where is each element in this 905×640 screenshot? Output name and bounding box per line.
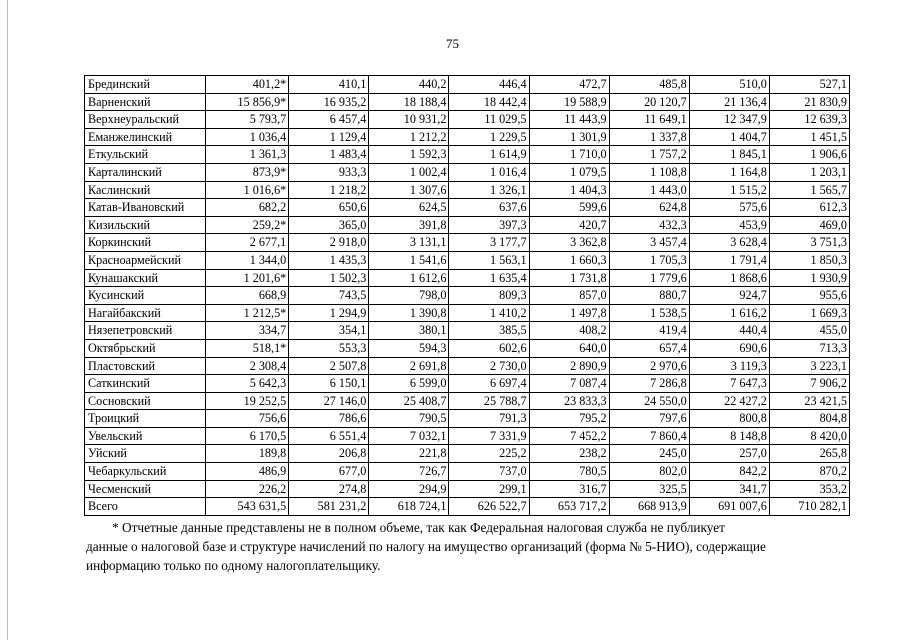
table-row [85, 357, 850, 375]
value-cell: 1 404,7 [689, 128, 769, 146]
district-name-cell: Саткинский [85, 375, 206, 393]
value-cell: 602,6 [449, 339, 529, 357]
value-cell: 3 751,3 [769, 234, 849, 252]
value-cell: 10 931,2 [369, 111, 449, 129]
value-cell: 25 788,7 [449, 392, 529, 410]
value-cell: 7 087,4 [529, 375, 609, 393]
value-cell: 1 757,2 [609, 146, 689, 164]
value-cell: 1 404,3 [529, 181, 609, 199]
value-cell: 668,9 [206, 287, 289, 305]
district-name-cell: Нагайбакский [85, 304, 206, 322]
value-cell: 809,3 [449, 287, 529, 305]
value-cell: 1 497,8 [529, 304, 609, 322]
value-cell: 1 451,5 [769, 128, 849, 146]
value-cell: 274,8 [289, 480, 369, 498]
value-cell: 257,0 [689, 445, 769, 463]
value-cell: 11 029,5 [449, 111, 529, 129]
value-cell: 1 731,8 [529, 269, 609, 287]
value-cell: 527,1 [769, 76, 849, 94]
value-cell: 11 443,9 [529, 111, 609, 129]
value-cell: 420,7 [529, 216, 609, 234]
value-cell: 668 913,9 [609, 498, 689, 516]
table-row [85, 463, 850, 481]
value-cell: 259,2* [206, 216, 289, 234]
value-cell: 1 435,3 [289, 251, 369, 269]
value-cell: 726,7 [369, 463, 449, 481]
value-cell: 5 642,3 [206, 375, 289, 393]
value-cell: 19 252,5 [206, 392, 289, 410]
value-cell: 3 628,4 [689, 234, 769, 252]
district-name-cell: Каслинский [85, 181, 206, 199]
value-cell: 1 669,3 [769, 304, 849, 322]
table-row [85, 199, 850, 217]
value-cell: 1 515,2 [689, 181, 769, 199]
value-cell: 594,3 [369, 339, 449, 357]
value-cell: 325,5 [609, 480, 689, 498]
value-cell: 440,2 [369, 76, 449, 94]
value-cell: 8 420,0 [769, 427, 849, 445]
value-cell: 737,0 [449, 463, 529, 481]
value-cell: 510,0 [689, 76, 769, 94]
value-cell: 1 002,4 [369, 163, 449, 181]
value-cell: 1 592,3 [369, 146, 449, 164]
value-cell: 1 410,2 [449, 304, 529, 322]
value-cell: 226,2 [206, 480, 289, 498]
value-cell: 12 639,3 [769, 111, 849, 129]
value-cell: 7 331,9 [449, 427, 529, 445]
value-cell: 3 177,7 [449, 234, 529, 252]
value-cell: 880,7 [609, 287, 689, 305]
district-name-cell: Чебаркульский [85, 463, 206, 481]
value-cell: 682,2 [206, 199, 289, 217]
value-cell: 7 032,1 [369, 427, 449, 445]
value-cell: 365,0 [289, 216, 369, 234]
value-cell: 690,6 [689, 339, 769, 357]
value-cell: 2 730,0 [449, 357, 529, 375]
district-name-cell: Уйский [85, 445, 206, 463]
value-cell: 1 565,7 [769, 181, 849, 199]
value-cell: 18 442,4 [449, 93, 529, 111]
value-cell: 1 538,5 [609, 304, 689, 322]
value-cell: 12 347,9 [689, 111, 769, 129]
value-cell: 6 599,0 [369, 375, 449, 393]
table-row [85, 287, 850, 305]
footnote-line-2: данные о налоговой базе и структуре начислений по налогу на имущество организаций (форма № 5-НИО), содержащие [86, 539, 766, 554]
value-cell: 873,9* [206, 163, 289, 181]
value-cell: 1 108,8 [609, 163, 689, 181]
value-cell: 440,4 [689, 322, 769, 340]
value-cell: 1 326,1 [449, 181, 529, 199]
value-cell: 1 541,6 [369, 251, 449, 269]
value-cell: 637,6 [449, 199, 529, 217]
value-cell: 1 164,8 [689, 163, 769, 181]
value-cell: 23 833,3 [529, 392, 609, 410]
value-cell: 1 203,1 [769, 163, 849, 181]
page-edge-line [7, 0, 8, 640]
value-cell: 553,3 [289, 339, 369, 357]
value-cell: 24 550,0 [609, 392, 689, 410]
value-cell: 16 935,2 [289, 93, 369, 111]
value-cell: 857,0 [529, 287, 609, 305]
value-cell: 1 443,0 [609, 181, 689, 199]
data-table [84, 75, 850, 516]
table-row [85, 146, 850, 164]
value-cell: 6 697,4 [449, 375, 529, 393]
table-row [85, 269, 850, 287]
value-cell: 7 906,2 [769, 375, 849, 393]
district-name-cell: Чесменский [85, 480, 206, 498]
value-cell: 5 793,7 [206, 111, 289, 129]
value-cell: 581 231,2 [289, 498, 369, 516]
value-cell: 2 691,8 [369, 357, 449, 375]
value-cell: 2 677,1 [206, 234, 289, 252]
value-cell: 691 007,6 [689, 498, 769, 516]
value-cell: 786,6 [289, 410, 369, 428]
district-name-cell: Увельский [85, 427, 206, 445]
value-cell: 1 016,4 [449, 163, 529, 181]
table-row [85, 322, 850, 340]
table-row [85, 234, 850, 252]
value-cell: 6 457,4 [289, 111, 369, 129]
table-body [85, 76, 850, 516]
value-cell: 19 588,9 [529, 93, 609, 111]
value-cell: 408,2 [529, 322, 609, 340]
value-cell: 397,3 [449, 216, 529, 234]
value-cell: 518,1* [206, 339, 289, 357]
table-row [85, 163, 850, 181]
value-cell: 8 148,8 [689, 427, 769, 445]
value-cell: 657,4 [609, 339, 689, 357]
value-cell: 756,6 [206, 410, 289, 428]
value-cell: 245,0 [609, 445, 689, 463]
district-name-cell: Верхнеуральский [85, 111, 206, 129]
value-cell: 842,2 [689, 463, 769, 481]
value-cell: 353,2 [769, 480, 849, 498]
footnote [86, 518, 850, 575]
table-row [85, 445, 850, 463]
value-cell: 15 856,9* [206, 93, 289, 111]
value-cell: 410,1 [289, 76, 369, 94]
value-cell: 22 427,2 [689, 392, 769, 410]
table-row [85, 111, 850, 129]
value-cell: 432,3 [609, 216, 689, 234]
table-row [85, 93, 850, 111]
value-cell: 25 408,7 [369, 392, 449, 410]
value-cell: 795,2 [529, 410, 609, 428]
value-cell: 1 710,0 [529, 146, 609, 164]
value-cell: 11 649,1 [609, 111, 689, 129]
district-name-cell: Сосновский [85, 392, 206, 410]
value-cell: 265,8 [769, 445, 849, 463]
value-cell: 3 223,1 [769, 357, 849, 375]
value-cell: 1 660,3 [529, 251, 609, 269]
value-cell: 1 212,5* [206, 304, 289, 322]
value-cell: 1 337,8 [609, 128, 689, 146]
value-cell: 677,0 [289, 463, 369, 481]
footnote-line-3: информацию только по одному налогоплательщику. [86, 558, 381, 573]
value-cell: 1 129,4 [289, 128, 369, 146]
value-cell: 1 307,6 [369, 181, 449, 199]
value-cell: 1 635,4 [449, 269, 529, 287]
value-cell: 1 294,9 [289, 304, 369, 322]
value-cell: 486,9 [206, 463, 289, 481]
page-number: 75 [446, 36, 459, 51]
value-cell: 1 614,9 [449, 146, 529, 164]
value-cell: 446,4 [449, 76, 529, 94]
footnote-line-1: * Отчетные данные представлены не в полном объеме, так как Федеральная налоговая служба не публикует [112, 520, 725, 535]
value-cell: 472,7 [529, 76, 609, 94]
value-cell: 341,7 [689, 480, 769, 498]
table-row [85, 128, 850, 146]
value-cell: 1 563,1 [449, 251, 529, 269]
value-cell: 1 301,9 [529, 128, 609, 146]
value-cell: 2 308,4 [206, 357, 289, 375]
value-cell: 3 457,4 [609, 234, 689, 252]
value-cell: 453,9 [689, 216, 769, 234]
value-cell: 1 906,6 [769, 146, 849, 164]
value-cell: 1 845,1 [689, 146, 769, 164]
value-cell: 1 361,3 [206, 146, 289, 164]
district-name-cell: Еманжелинский [85, 128, 206, 146]
value-cell: 1 344,0 [206, 251, 289, 269]
value-cell: 485,8 [609, 76, 689, 94]
value-cell: 612,3 [769, 199, 849, 217]
value-cell: 780,5 [529, 463, 609, 481]
value-cell: 800,8 [689, 410, 769, 428]
value-cell: 575,6 [689, 199, 769, 217]
value-cell: 385,5 [449, 322, 529, 340]
value-cell: 1 850,3 [769, 251, 849, 269]
value-cell: 20 120,7 [609, 93, 689, 111]
value-cell: 401,2* [206, 76, 289, 94]
value-cell: 1 229,5 [449, 128, 529, 146]
value-cell: 6 170,5 [206, 427, 289, 445]
value-cell: 653 717,2 [529, 498, 609, 516]
value-cell: 3 119,3 [689, 357, 769, 375]
value-cell: 3 362,8 [529, 234, 609, 252]
district-name-cell: Троицкий [85, 410, 206, 428]
value-cell: 543 631,5 [206, 498, 289, 516]
value-cell: 225,2 [449, 445, 529, 463]
value-cell: 6 551,4 [289, 427, 369, 445]
value-cell: 624,8 [609, 199, 689, 217]
district-name-cell: Красноармейский [85, 251, 206, 269]
value-cell: 354,1 [289, 322, 369, 340]
table-row [85, 216, 850, 234]
value-cell: 1 483,4 [289, 146, 369, 164]
value-cell: 334,7 [206, 322, 289, 340]
table-row [85, 375, 850, 393]
district-name-cell: Брединский [85, 76, 206, 94]
table-row [85, 480, 850, 498]
value-cell: 791,3 [449, 410, 529, 428]
value-cell: 206,8 [289, 445, 369, 463]
value-cell: 455,0 [769, 322, 849, 340]
table-row [85, 498, 850, 516]
value-cell: 650,6 [289, 199, 369, 217]
value-cell: 21 830,9 [769, 93, 849, 111]
value-cell: 1 218,2 [289, 181, 369, 199]
value-cell: 391,8 [369, 216, 449, 234]
value-cell: 933,3 [289, 163, 369, 181]
value-cell: 6 150,1 [289, 375, 369, 393]
value-cell: 3 131,1 [369, 234, 449, 252]
value-cell: 1 705,3 [609, 251, 689, 269]
value-cell: 21 136,4 [689, 93, 769, 111]
value-cell: 238,2 [529, 445, 609, 463]
value-cell: 743,5 [289, 287, 369, 305]
value-cell: 924,7 [689, 287, 769, 305]
value-cell: 419,4 [609, 322, 689, 340]
value-cell: 221,8 [369, 445, 449, 463]
table-row [85, 76, 850, 94]
value-cell: 790,5 [369, 410, 449, 428]
value-cell: 1 036,4 [206, 128, 289, 146]
value-cell: 1 868,6 [689, 269, 769, 287]
district-name-cell: Карталинский [85, 163, 206, 181]
value-cell: 294,9 [369, 480, 449, 498]
value-cell: 1 791,4 [689, 251, 769, 269]
value-cell: 804,8 [769, 410, 849, 428]
value-cell: 1 212,2 [369, 128, 449, 146]
value-cell: 7 452,2 [529, 427, 609, 445]
value-cell: 2 507,8 [289, 357, 369, 375]
value-cell: 7 860,4 [609, 427, 689, 445]
value-cell: 299,1 [449, 480, 529, 498]
table-row [85, 339, 850, 357]
value-cell: 380,1 [369, 322, 449, 340]
value-cell: 624,5 [369, 199, 449, 217]
value-cell: 1 201,6* [206, 269, 289, 287]
table-row [85, 251, 850, 269]
table-row [85, 392, 850, 410]
value-cell: 870,2 [769, 463, 849, 481]
value-cell: 2 970,6 [609, 357, 689, 375]
value-cell: 710 282,1 [769, 498, 849, 516]
value-cell: 640,0 [529, 339, 609, 357]
value-cell: 618 724,1 [369, 498, 449, 516]
value-cell: 1 079,5 [529, 163, 609, 181]
value-cell: 955,6 [769, 287, 849, 305]
value-cell: 1 390,8 [369, 304, 449, 322]
district-name-cell: Катав-Ивановский [85, 199, 206, 217]
table-row [85, 181, 850, 199]
value-cell: 7 286,8 [609, 375, 689, 393]
value-cell: 1 612,6 [369, 269, 449, 287]
value-cell: 18 188,4 [369, 93, 449, 111]
district-name-cell: Всего [85, 498, 206, 516]
value-cell: 189,8 [206, 445, 289, 463]
value-cell: 2 918,0 [289, 234, 369, 252]
value-cell: 27 146,0 [289, 392, 369, 410]
value-cell: 802,0 [609, 463, 689, 481]
district-name-cell: Кунашакский [85, 269, 206, 287]
district-name-cell: Октябрьский [85, 339, 206, 357]
value-cell: 2 890,9 [529, 357, 609, 375]
value-cell: 1 930,9 [769, 269, 849, 287]
table-row [85, 427, 850, 445]
district-name-cell: Варненский [85, 93, 206, 111]
value-cell: 798,0 [369, 287, 449, 305]
value-cell: 1 502,3 [289, 269, 369, 287]
district-name-cell: Еткульский [85, 146, 206, 164]
value-cell: 797,6 [609, 410, 689, 428]
value-cell: 713,3 [769, 339, 849, 357]
value-cell: 626 522,7 [449, 498, 529, 516]
value-cell: 469,0 [769, 216, 849, 234]
value-cell: 1 616,2 [689, 304, 769, 322]
value-cell: 7 647,3 [689, 375, 769, 393]
value-cell: 599,6 [529, 199, 609, 217]
district-name-cell: Нязепетровский [85, 322, 206, 340]
value-cell: 23 421,5 [769, 392, 849, 410]
district-name-cell: Коркинский [85, 234, 206, 252]
value-cell: 316,7 [529, 480, 609, 498]
value-cell: 1 779,6 [609, 269, 689, 287]
district-name-cell: Кизильский [85, 216, 206, 234]
table-row [85, 410, 850, 428]
table-row [85, 304, 850, 322]
value-cell: 1 016,6* [206, 181, 289, 199]
district-name-cell: Кусинский [85, 287, 206, 305]
district-name-cell: Пластовский [85, 357, 206, 375]
